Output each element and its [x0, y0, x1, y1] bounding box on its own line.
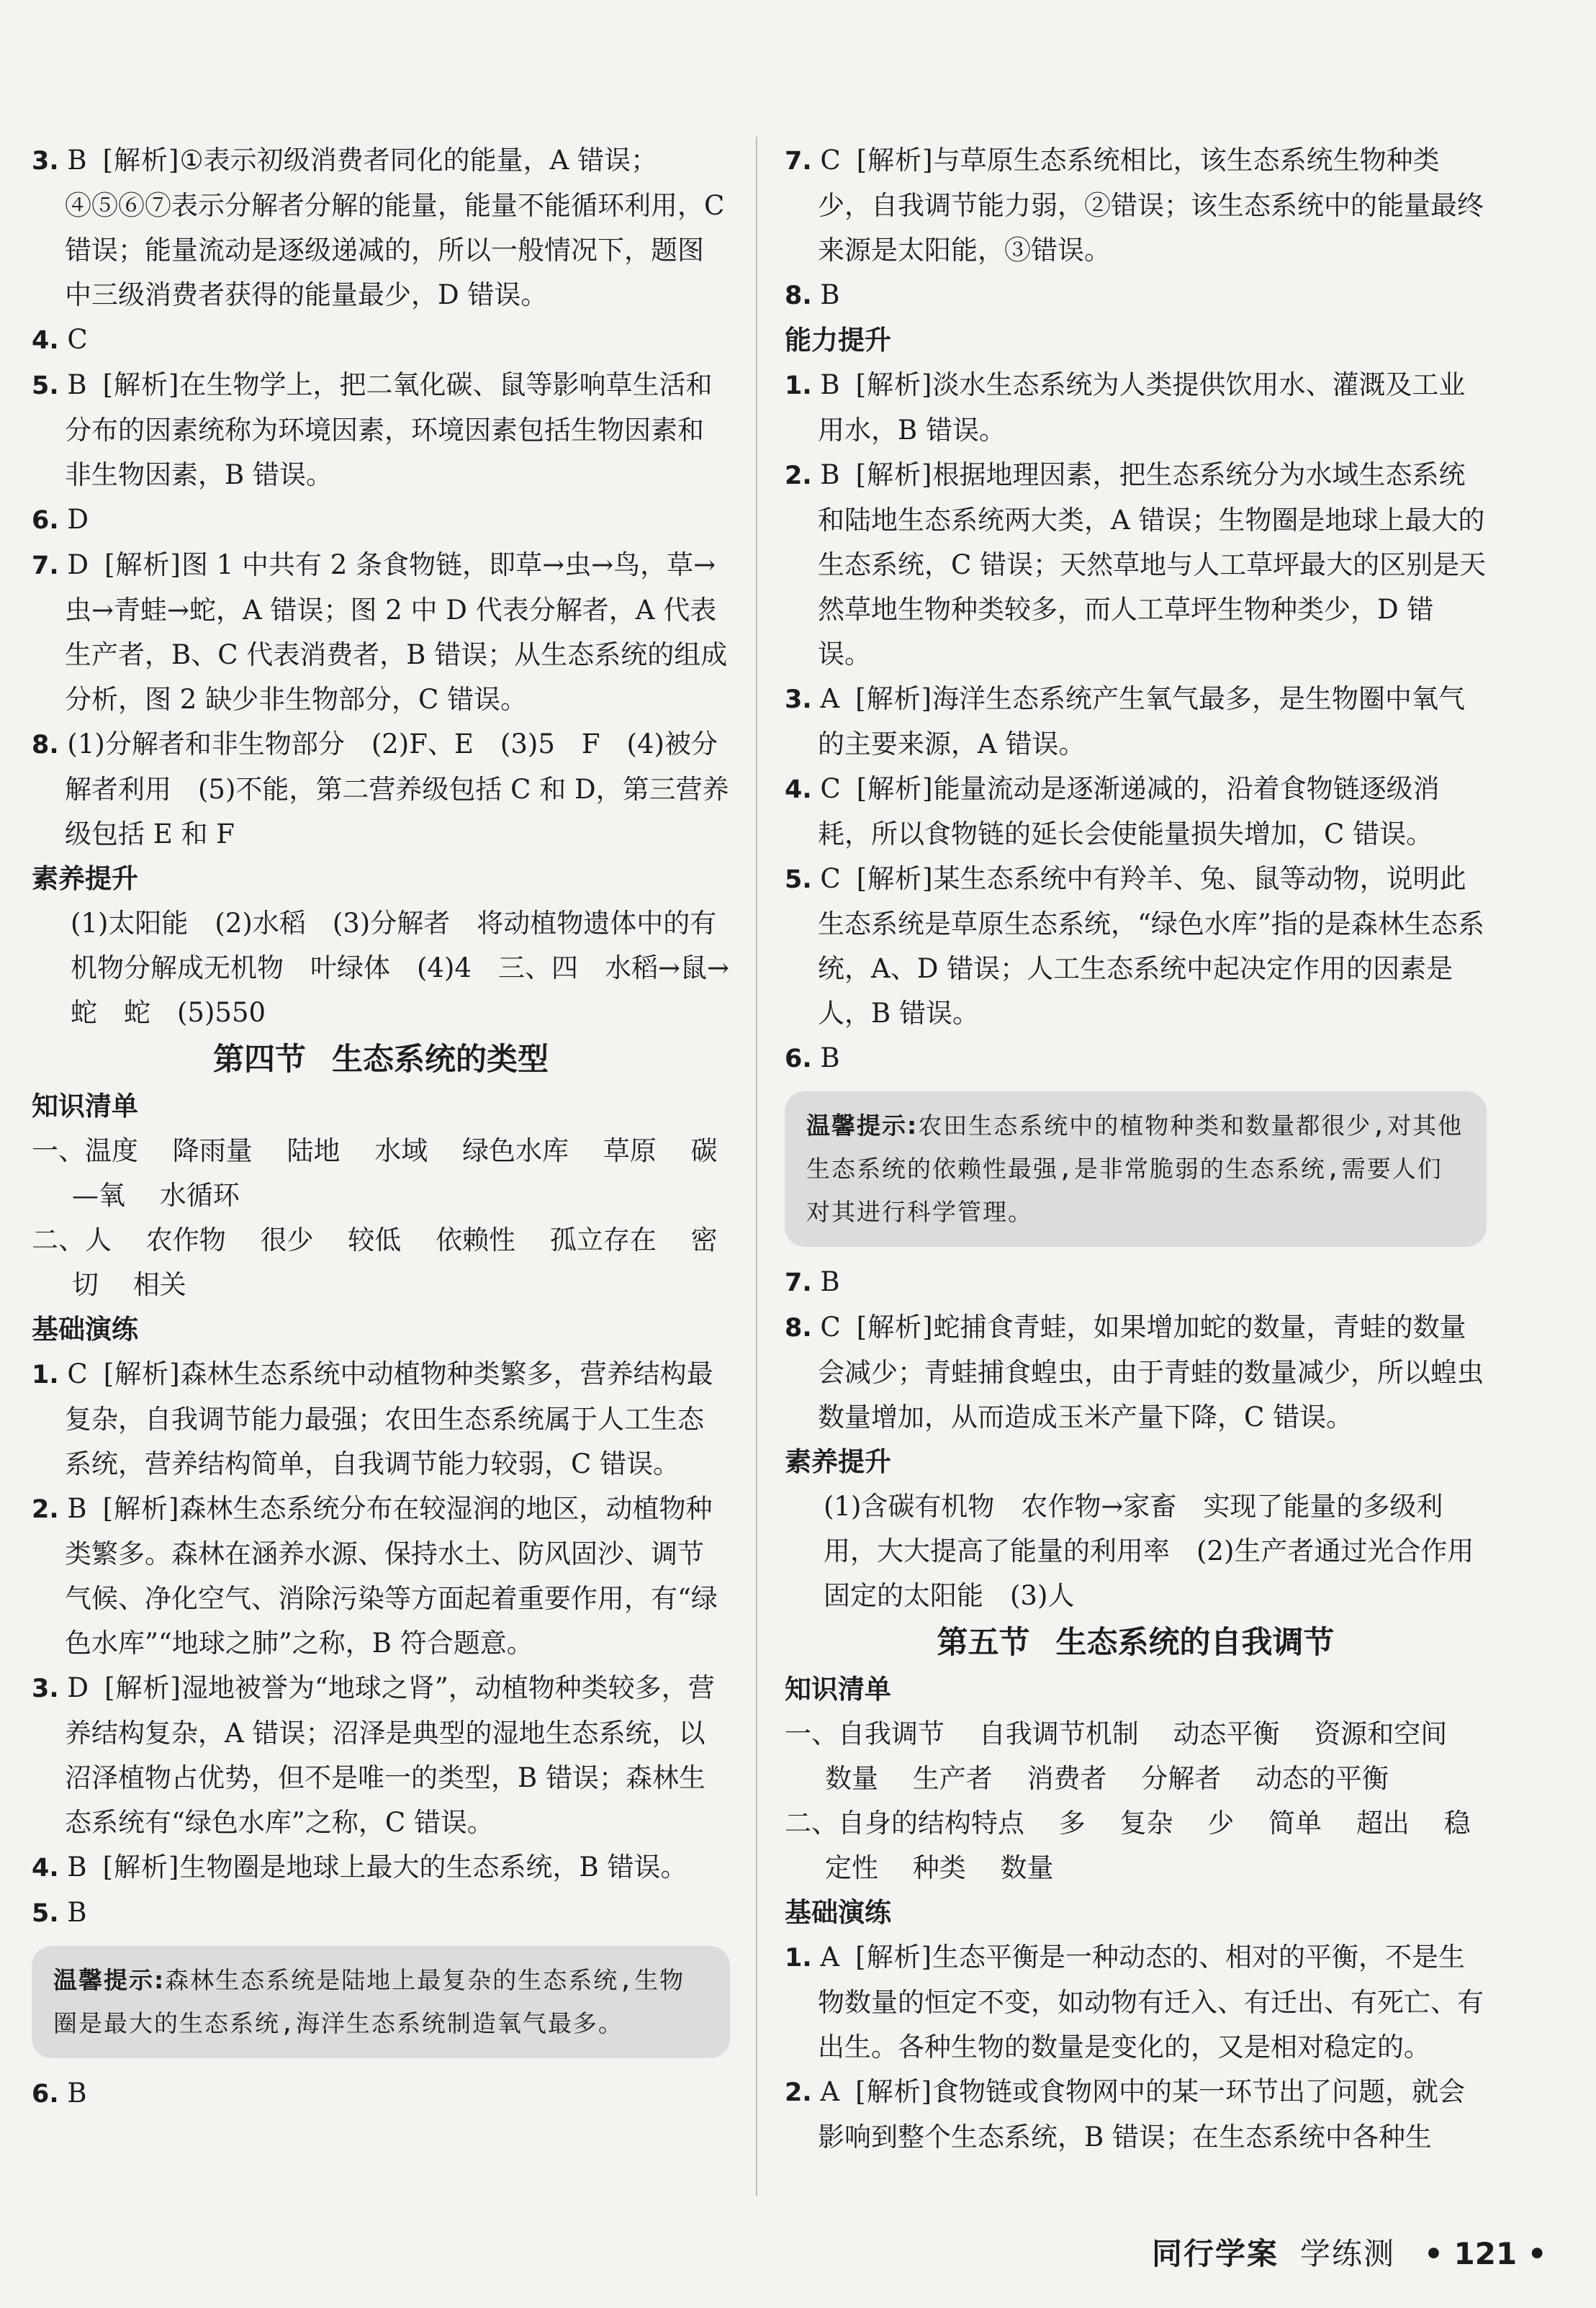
tip-box: 温馨提示:森林生态系统是陆地上最复杂的生态系统,生物圈是最大的生态系统,海洋生态系统制造氧气最多。: [32, 1946, 730, 2058]
analysis-tag: [解析]: [856, 1312, 934, 1343]
item-answer: D: [67, 1672, 89, 1703]
answer-item: [32, 722, 730, 857]
answer-word: 人: [85, 1225, 112, 1256]
right-column: [785, 138, 1487, 2160]
zhishi-list-1: 一、自我调节 自我调节机制 动态平衡 资源和空间 数量 生产者 消费者 分解者 动态的平衡: [785, 1718, 1448, 1794]
tip-box: 温馨提示:农田生态系统中的植物种类和数量都很少,对其他生态系统的依赖性最强,是非常脆弱的生态系统,需要人们对其进行科学管理。: [785, 1091, 1487, 1247]
item-answer: C: [67, 324, 88, 355]
item-number: 3.: [32, 1674, 59, 1703]
answer-item: [32, 543, 730, 722]
answer-word: 少: [1207, 1808, 1235, 1839]
footer-brand: 同行学案: [1152, 2236, 1279, 2271]
answer-item: [785, 1935, 1487, 2070]
answer-item: [785, 1260, 1487, 1305]
item-answer: C: [820, 145, 841, 176]
answer-item: [785, 1036, 1487, 1081]
answer-word: 自我调节机制: [978, 1718, 1139, 1749]
suyang-heading: 素养提升: [32, 863, 138, 894]
answer-item: [785, 677, 1487, 767]
analysis-tag: [解析]: [102, 369, 180, 400]
analysis-tag: [解析]: [104, 1672, 181, 1703]
answer-word: 数量: [1000, 1852, 1054, 1883]
item-text: 能量流动是逐渐递减的，沿着食物链逐级消耗，所以食物链的延长会使能量损失增加，C 错误。: [818, 773, 1440, 849]
item-number: 5.: [785, 865, 812, 894]
item-number: 2.: [32, 1495, 59, 1524]
answer-word: 稳定性: [825, 1808, 1471, 1883]
analysis-tag: [解析]: [855, 369, 933, 400]
item-answer: B: [67, 1852, 87, 1883]
item-number: 4.: [32, 326, 59, 355]
analysis-tag: [解析]: [856, 145, 934, 176]
nengli-heading: 能力提升: [785, 325, 891, 356]
item-text: 某生态系统中有羚羊、兔、鼠等动物，说明此生态系统是草原生态系统，“绿色水库”指的是森林生态系统，A、D 错误；人工生态系统中起决定作用的因素是人，B 错误。: [818, 863, 1484, 1029]
answer-word: 草原: [603, 1135, 657, 1166]
answer-word: 孤立存在: [549, 1225, 657, 1256]
answer-item: [32, 363, 730, 497]
analysis-tag: [解析]: [102, 1493, 180, 1524]
item-answer: A: [820, 1942, 840, 1973]
footer-subtitle: 学练测: [1300, 2236, 1396, 2271]
answer-item: [785, 453, 1487, 677]
analysis-tag: [解析]: [102, 145, 180, 176]
item-number: 1.: [32, 1361, 59, 1389]
answer-word: 数量: [825, 1763, 878, 1794]
item-answer: B: [67, 145, 87, 176]
answer-item: [785, 767, 1487, 857]
answer-word: 超出: [1356, 1808, 1410, 1839]
answer-word: 碳—氧: [72, 1135, 718, 1211]
item-text: 湿地被誉为“地球之肾”，动植物种类较多，营养结构复杂，A 错误；沼泽是典型的湿地生态系统，以沼泽植物占优势，但不是唯一的类型，B 错误；森林生态系统有“绿色水库”之称，C 错误。: [65, 1672, 715, 1838]
item-text: 根据地理因素，把生态系统分为水域生态系统和陆地生态系统两大类，A 错误；生物圈是地球上最大的生态系统，C 错误；天然草地与人工草坪最大的区别是天然草地生物种类较多，而人工草坪生物种类少，D 错误。: [818, 459, 1487, 670]
item-number: 7.: [32, 551, 59, 580]
analysis-tag: [解析]: [102, 1852, 180, 1883]
item-text: 森林生态系统中动植物种类繁多，营养结构最复杂，自我调节能力最强；农田生态系统属于人工生态系统，营养结构简单，自我调节能力较弱，C 错误。: [65, 1358, 713, 1479]
answer-word: 较低: [348, 1225, 402, 1256]
item-text: (1)分解者和非生物部分 (2)F、E (3)5 F (4)被分解者利用 (5)不能，第二营养级包括 C 和 D，第三营养级包括 E 和 F: [65, 729, 729, 849]
answer-word: 农作物: [145, 1225, 226, 1256]
item-number: 8.: [785, 281, 812, 310]
analysis-tag: [解析]: [855, 459, 933, 490]
answer-word: 分解者: [1141, 1763, 1222, 1794]
item-number: 1.: [785, 1944, 812, 1973]
answer-word: 水域: [374, 1135, 428, 1166]
answer-item: [32, 1666, 730, 1845]
item-number: 8.: [785, 1314, 812, 1343]
item-text: 在生物学上，把二氧化碳、鼠等影响草生活和分布的因素统称为环境因素，环境因素包括生物因素和非生物因素，B 错误。: [65, 369, 713, 490]
item-answer: B: [820, 369, 840, 400]
item-number: 6.: [32, 506, 59, 535]
answer-item: [32, 138, 730, 317]
item-answer: B: [820, 459, 840, 490]
suyang-answer: (1)太阳能 (2)水稻 (3)分解者 将动植物遗体中的有机物分解成无机物 叶绿体 (4)4 三、四 水稻→鼠→蛇 蛇 (5)550: [71, 908, 729, 1028]
answer-item: [32, 1845, 730, 1890]
zhishi-list-2: 二、自身的结构特点 多 复杂 少 简单 超出 稳定性 种类 数量: [785, 1808, 1471, 1883]
suyang-answer: (1)含碳有机物 农作物→家畜 实现了能量的多级利用，大大提高了能量的利用率 (2)生产者通过光合作用固定的太阳能 (3)人: [824, 1491, 1474, 1611]
item-answer: D: [67, 504, 89, 535]
answer-word: 生产者: [912, 1763, 993, 1794]
item-answer: B: [67, 369, 87, 400]
answer-word: 密切: [72, 1225, 718, 1300]
answer-word: 陆地: [287, 1135, 341, 1166]
zhishi-list-2: 二、人 农作物 很少 较低 依赖性 孤立存在 密切 相关: [32, 1225, 718, 1300]
answer-word: 动态平衡: [1173, 1718, 1280, 1749]
item-number: 5.: [32, 1899, 59, 1928]
item-number: 4.: [32, 1854, 59, 1883]
answer-word: 相关: [132, 1269, 186, 1300]
zhishi-list-1: 一、温度 降雨量 陆地 水域 绿色水库 草原 碳—氧 水循环: [32, 1135, 718, 1211]
jichu-heading: 基础演练: [32, 1314, 138, 1345]
analysis-tag: [解析]: [855, 2076, 933, 2107]
answer-word: 自我调节: [838, 1718, 944, 1749]
jichu-heading: 基础演练: [785, 1897, 891, 1928]
item-number: 2.: [785, 461, 812, 490]
section-4-title: 第四节 生态系统的类型: [213, 1042, 549, 1078]
analysis-tag: [解析]: [856, 863, 934, 894]
answer-item: [32, 1890, 730, 1936]
item-number: 3.: [785, 685, 812, 714]
answer-item: [785, 2070, 1487, 2160]
analysis-tag: [解析]: [104, 549, 181, 580]
answer-item: [785, 138, 1487, 273]
analysis-tag: [解析]: [856, 773, 934, 804]
answer-word: 绿色水库: [462, 1135, 569, 1166]
item-answer: D: [67, 549, 89, 580]
item-answer: C: [820, 1312, 841, 1343]
answer-item: [785, 273, 1487, 318]
item-answer: A: [820, 2076, 840, 2107]
item-answer: C: [820, 773, 841, 804]
item-answer: B: [67, 1493, 87, 1524]
answer-item: [785, 1305, 1487, 1440]
item-answer: B: [820, 1042, 840, 1073]
answer-item: [785, 363, 1487, 453]
zhishi-heading: 知识清单: [785, 1674, 891, 1705]
page-footer: [1152, 2230, 1547, 2281]
page-number: • 121 •: [1424, 2236, 1547, 2271]
item-text: 海洋生态系统产生氧气最多，是生物圈中氧气的主要来源，A 错误。: [818, 683, 1466, 759]
answer-word: 温度: [85, 1135, 138, 1166]
item-number: 6.: [785, 1045, 812, 1073]
analysis-tag: [解析]: [855, 683, 933, 714]
answer-word: 多: [1058, 1808, 1086, 1839]
item-text: 与草原生态系统相比，该生态系统生物种类少，自我调节能力弱，②错误；该生态系统中的能量最终来源是太阳能，③错误。: [818, 145, 1484, 266]
answer-word: 消费者: [1027, 1763, 1107, 1794]
answer-word: 复杂: [1119, 1808, 1173, 1839]
analysis-tag: [解析]: [855, 1942, 933, 1973]
item-text: 食物链或食物网中的某一环节出了问题，就会影响到整个生态系统，B 错误；在生态系统中各种生: [818, 2076, 1466, 2153]
answer-word: 依赖性: [436, 1225, 516, 1256]
answer-word: 降雨量: [172, 1135, 253, 1166]
analysis-tag: [解析]: [103, 1358, 181, 1389]
item-answer: B: [820, 279, 840, 310]
item-answer: C: [820, 863, 841, 894]
item-text: 森林生态系统分布在较湿润的地区，动植物种类繁多。森林在涵养水源、保持水土、防风固沙、调节气候、净化空气、消除污染等方面起着重要作用，有“绿色水库”“地球之肺”之称，B 符合题意。: [65, 1493, 718, 1659]
left-column: [32, 138, 730, 2117]
item-text: ①表示初级消费者同化的能量，A 错误；④⑤⑥⑦表示分解者分解的能量，能量不能循环利用，C 错误；能量流动是逐级递减的，所以一般情况下，题图中三级消费者获得的能量最少，D 错误。: [65, 145, 725, 310]
answer-word: 种类: [912, 1852, 966, 1883]
item-text: 淡水生态系统为人类提供饮用水、灌溉及工业用水，B 错误。: [818, 369, 1466, 446]
answer-item: [32, 1352, 730, 1487]
item-answer: B: [820, 1266, 840, 1297]
column-divider: [756, 137, 757, 2196]
item-number: 4.: [785, 775, 812, 804]
item-text: 生物圈是地球上最大的生态系统，B 错误。: [179, 1852, 687, 1883]
answer-word: 资源和空间: [1314, 1718, 1448, 1749]
answer-word: 简单: [1268, 1808, 1322, 1839]
answer-item: [32, 497, 730, 543]
answer-word: 动态的平衡: [1255, 1763, 1389, 1794]
zhishi-heading: 知识清单: [32, 1091, 138, 1122]
answer-word: 自身的结构特点: [838, 1808, 1024, 1839]
item-text: 蛇捕食青蛙，如果增加蛇的数量，青蛙的数量会减少；青蛙捕食蝗虫，由于青蛙的数量减少，所以蝗虫数量增加，从而造成玉米产量下降，C 错误。: [818, 1312, 1484, 1433]
answer-word: 水循环: [159, 1180, 240, 1211]
item-number: 1.: [785, 371, 812, 400]
item-number: 7.: [785, 147, 812, 176]
item-answer: B: [67, 1897, 87, 1928]
item-number: 7.: [785, 1268, 812, 1297]
answer-item: [32, 317, 730, 363]
item-answer: C: [67, 1358, 88, 1389]
answer-item: [32, 1487, 730, 1666]
item-answer: A: [820, 683, 840, 714]
suyang-heading: 素养提升: [785, 1446, 891, 1477]
answer-word: 很少: [260, 1225, 314, 1256]
item-number: 5.: [32, 371, 59, 400]
item-text: 图 1 中共有 2 条食物链，即草→虫→鸟，草→虫→青蛙→蛇，A 错误；图 2 中 D 代表分解者，A 代表生产者，B、C 代表消费者，B 错误；从生态系统的组成分析，图 2 缺少非生物部分，C 错误。: [65, 549, 728, 715]
item-text: 生态平衡是一种动态的、相对的平衡，不是生物数量的恒定不变，如动物有迁入、有迁出、有死亡、有出生。各种生物的数量是变化的，又是相对稳定的。: [818, 1942, 1484, 2063]
answer-item: 6. B: [32, 2078, 87, 2109]
item-number: 3.: [32, 147, 59, 176]
answer-item: [785, 857, 1487, 1036]
item-number: 8.: [32, 731, 59, 759]
section-5-title: 第五节 生态系统的自我调节: [937, 1625, 1335, 1661]
item-number: 2.: [785, 2078, 812, 2107]
